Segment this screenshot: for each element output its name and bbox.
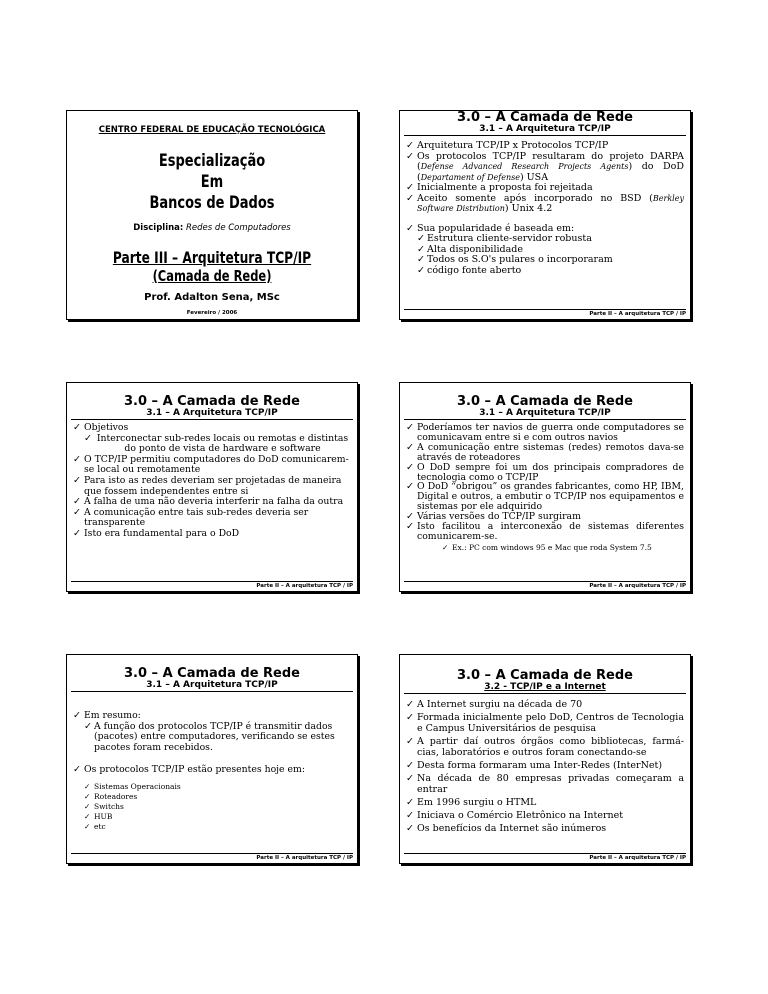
bullet-item: ✓ Poderíamos ter navios de guerra onde computadores se comunicavam entre si e com outros navios xyxy=(406,423,684,443)
slide-footer: Parte II – A arquitetura TCP / IP xyxy=(256,583,353,589)
slide-subheading: 3.2 - TCP/IP e a Internet xyxy=(484,682,606,692)
footer-rule xyxy=(71,853,353,854)
bullet-list xyxy=(406,699,684,834)
part-line-2: (Camada de Rede) xyxy=(152,267,272,285)
header-rule xyxy=(404,419,686,420)
bullet-item: ✓ Desta forma formaram uma Inter-Redes (InterNet) xyxy=(406,760,684,771)
slide-subheading: 3.1 – A Arquitetura TCP/IP xyxy=(479,124,611,134)
sub-bullet-list xyxy=(417,234,684,276)
bullet-item: ✓ Isto facilitou a interconexão de sistemas diferentes comunicarem-se. xyxy=(406,522,684,542)
slide-heading: 3.0 – A Camada de Rede xyxy=(456,110,633,125)
footer-rule xyxy=(404,309,686,310)
bullet-item: ✓ Em 1996 surgiu o HTML xyxy=(406,797,684,808)
sub-bullet-list xyxy=(84,722,351,754)
bullet-item: ✓ Na década de 80 empresas privadas começaram a entrar xyxy=(406,773,684,795)
sub-bullet-item: ✓ Roteadores xyxy=(84,792,351,802)
part-title xyxy=(67,248,357,286)
header-rule xyxy=(404,693,686,694)
slide-subheading: 3.1 – A Arquitetura TCP/IP xyxy=(479,408,611,418)
slide-architecture-4 xyxy=(66,654,358,864)
bullet-item: ✓ A Internet surgiu na década de 70 xyxy=(406,699,684,710)
bullet-item: ✓ Aceito somente após incorporado no BSD (Berkley Software Distribution) Unix 4.2 xyxy=(406,194,684,215)
sub-bullet-item: ✓ Sistemas Operacionais xyxy=(84,782,351,792)
sub-bullet-item: ✓ Estrutura cliente-servidor robusta xyxy=(417,234,684,245)
bullet-item: ✓ Inicialmente a proposta foi rejeitada xyxy=(406,183,684,194)
bullet-list xyxy=(73,765,351,776)
bullet-item: ✓ A falha de uma não deveria interferir na falha da outra xyxy=(73,497,351,508)
sub-bullet-item: ✓ Todos os S.O's pulares o incorporaram xyxy=(417,255,684,266)
bullet-item: ✓ Os benefícios da Internet são inúmeros xyxy=(406,823,684,834)
course-line-3: Bancos de Dados xyxy=(149,193,275,213)
slide-footer: Parte II – A arquitetura TCP / IP xyxy=(256,855,353,861)
sub-bullet-item: ✓ Switchs xyxy=(84,802,351,812)
sub-bullet-item: ✓ etc xyxy=(84,822,351,832)
bullet-list xyxy=(73,423,351,434)
slide-architecture-3 xyxy=(399,382,691,592)
bullet-list xyxy=(406,423,684,542)
footer-rule xyxy=(404,853,686,854)
slide-architecture-1 xyxy=(399,110,691,320)
sub-bullet-item: ✓ código fonte aberto xyxy=(417,266,684,277)
professor-name: Prof. Adalton Sena, MSc xyxy=(144,292,280,303)
sub-bullet-item: ✓ Interconectar sub-redes locais ou remotas e distintas do ponto de vista de hardware e software xyxy=(84,434,351,455)
sub-bullet-item: ✓ Alta disponibilidade xyxy=(417,245,684,256)
discipline-label: Disciplina: xyxy=(133,223,184,233)
slide-heading: 3.0 – A Camada de Rede xyxy=(456,394,633,409)
slide-footer: Parte II – A arquitetura TCP / IP xyxy=(589,855,686,861)
sub-bullet-list xyxy=(84,434,351,455)
bullet-item: ✓ Isto era fundamental para o DoD xyxy=(73,529,351,540)
slide-heading: 3.0 – A Camada de Rede xyxy=(123,666,300,681)
slide-heading: 3.0 – A Camada de Rede xyxy=(123,394,300,409)
discipline xyxy=(67,223,357,233)
course-line-2: Em xyxy=(200,172,224,192)
slide-internet xyxy=(399,654,691,864)
bullet-item: ✓ Objetivos xyxy=(73,423,351,434)
sub-bullet-item: ✓ HUB xyxy=(84,812,351,822)
sub-bullet-item: ✓ A função dos protocolos TCP/IP é transmitir dados (pacotes) entre computadores, verificando se estes pacotes foram recebidos. xyxy=(84,722,351,754)
part-line-1: Parte III – Arquitetura TCP/IP xyxy=(112,248,312,267)
slide-architecture-2 xyxy=(66,382,358,592)
bullet-item: ✓ Sua popularidade é baseada em: xyxy=(406,224,684,235)
bullet-item: ✓ O DoD “obrigou” os grandes fabricantes, como HP, IBM, Digital e outros, a embutir o TCP/IP nos equipamentos e sistemas por ele adquirido xyxy=(406,482,684,512)
header-rule xyxy=(71,419,353,420)
bullet-item: ✓ Os protocolos TCP/IP resultaram do projeto DARPA (Defense Advanced Research Projects Agents) do DoD (Departament of Defense) USA xyxy=(406,152,684,184)
bullet-item: ✓ O DoD sempre foi um dos principais compradores de tecnologia como o TCP/IP xyxy=(406,463,684,483)
bullet-item: ✓ A partir daí outros órgãos como bibliotecas, farmá-cias, laboratórios e outros foram conectando-se xyxy=(406,736,684,758)
bullet-item: ✓ Iniciava o Comércio Eletrônico na Internet xyxy=(406,810,684,821)
sub-bullet-list xyxy=(442,542,684,553)
slide-subheading: 3.1 – A Arquitetura TCP/IP xyxy=(146,408,278,418)
discipline-value: Redes de Computadores xyxy=(186,223,291,233)
bullet-item: ✓ Os protocolos TCP/IP estão presentes hoje em: xyxy=(73,765,351,776)
footer-rule xyxy=(71,581,353,582)
bullet-item: ✓ Para isto as redes deveriam ser projetadas de maneira que fossem independentes entre si xyxy=(73,476,351,497)
footer-rule xyxy=(404,581,686,582)
bullet-item: ✓ Formada inicialmente pelo DoD, Centros de Tecnologia e Campus Universitários de pesquisa xyxy=(406,712,684,734)
slide-title xyxy=(66,110,358,320)
course-line-1: Especialização xyxy=(158,151,266,171)
sub-bullet-item: ✓ Ex.: PC com windows 95 e Mac que roda System 7.5 xyxy=(442,542,684,553)
header-rule xyxy=(71,691,353,692)
sub-bullet-list xyxy=(84,782,351,832)
bullet-item: ✓ Arquitetura TCP/IP x Protocolos TCP/IP xyxy=(406,141,684,152)
bullet-item: ✓ A comunicação entre tais sub-redes deveria ser transparente xyxy=(73,508,351,529)
header-rule xyxy=(404,135,686,136)
bullet-item: ✓ Várias versões do TCP/IP surgiram xyxy=(406,512,684,522)
course-title xyxy=(67,151,357,214)
institution-name: CENTRO FEDERAL DE EDUCAÇÃO TECNOLÓGICA xyxy=(98,125,326,135)
bullet-list xyxy=(73,711,351,722)
bullet-item: ✓ A comunicação entre sistemas (redes) remotos dava-se através de roteadores xyxy=(406,443,684,463)
bullet-list xyxy=(73,455,351,540)
bullet-item: ✓ Em resumo: xyxy=(73,711,351,722)
slide-heading: 3.0 – A Camada de Rede xyxy=(456,668,633,683)
bullet-item: ✓ O TCP/IP permitiu computadores do DoD comunicarem-se local ou remotamente xyxy=(73,455,351,476)
date: Fevereiro / 2006 xyxy=(186,310,238,316)
slide-footer: Parte II – A arquitetura TCP / IP xyxy=(589,311,686,317)
bullet-list xyxy=(406,141,684,234)
slide-footer: Parte II – A arquitetura TCP / IP xyxy=(589,583,686,589)
slide-subheading: 3.1 – A Arquitetura TCP/IP xyxy=(146,680,278,690)
